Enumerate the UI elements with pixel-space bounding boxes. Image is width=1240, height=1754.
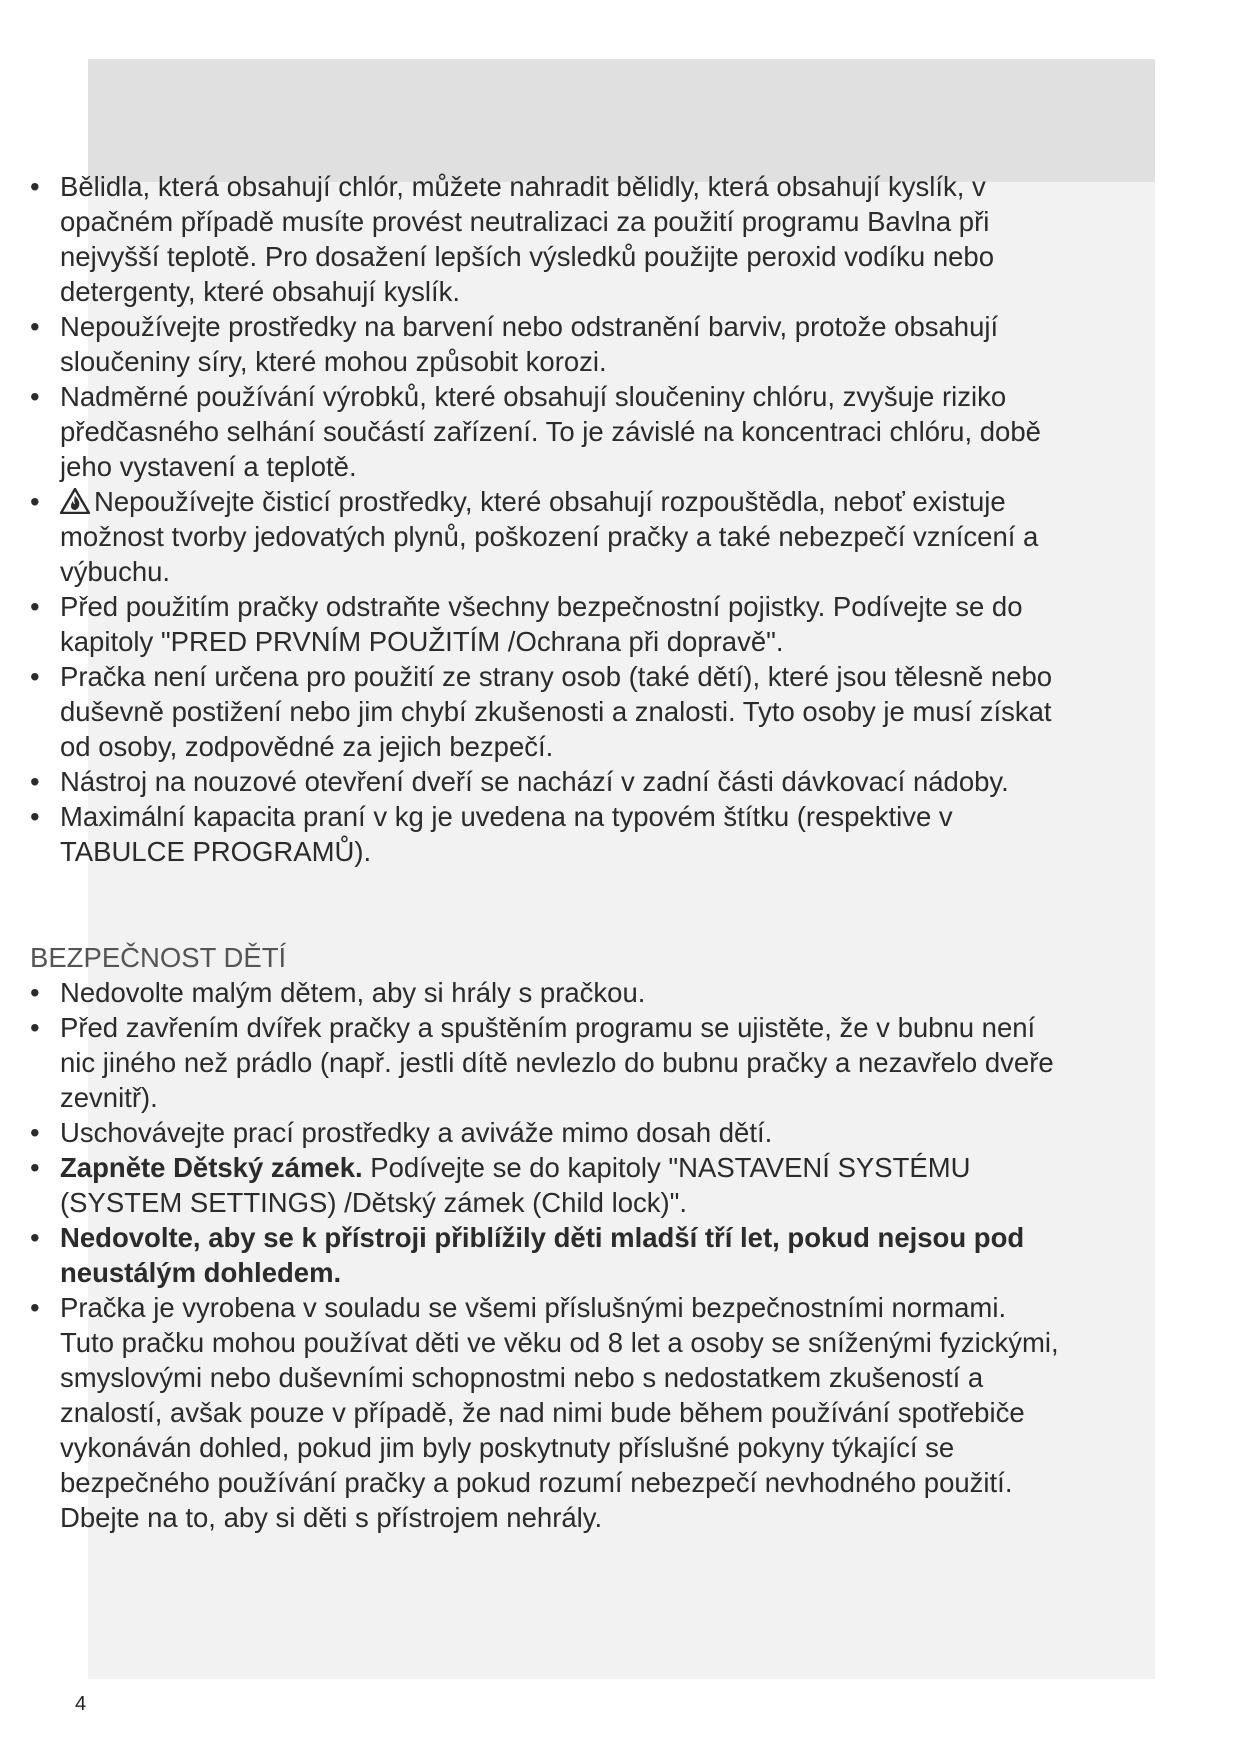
safety-list	[30, 169, 1060, 869]
list-item: • Před zavřením dvířek pračky a spuštěním programu se ujistěte, že v bubnu není nic jiného než prádlo (např. jestli dítě nevlezlo do bubnu pračky a nezavřelo dveře zevnitř).	[30, 1010, 1060, 1115]
list-item: • Bělidla, která obsahují chlór, můžete nahradit bělidly, která obsahují kyslík, v opačném případě musíte provést neutralizaci za použití programu Bavlna při nejvyšší teplotě. Pro dosažení lepších výsledků použijte peroxid vodíku nebo detergenty, které obsahují kyslík.	[30, 169, 1060, 309]
document-content	[30, 169, 1060, 1535]
list-item: • Nadměrné používání výrobků, které obsahují sloučeniny chlóru, zvyšuje riziko předčasného selhání součástí zařízení. To je závislé na koncentraci chlóru, době jeho vystavení a teplotě.	[30, 379, 1060, 484]
section-spacer	[30, 869, 1060, 940]
list-item: • Nástroj na nouzové otevření dveří se nachází v zadní části dávkovací nádoby.	[30, 764, 1060, 799]
list-item: • Před použitím pračky odstraňte všechny bezpečnostní pojistky. Podívejte se do kapitoly "PRED PRVNÍM POUŽITÍM /Ochrana při dopravě".	[30, 589, 1060, 659]
list-item: • Nedovolte malým dětem, aby si hrály s pračkou.	[30, 975, 1060, 1010]
list-item: • Pračka je vyrobena v souladu se všemi příslušnými bezpečnostními normami. Tuto pračku mohou používat děti ve věku od 8 let a osoby se sníženými fyzickými, smyslovými nebo duševními schopnostmi nebo s nedostatkem zkušeností a znalostí, avšak pouze v případě, že nad nimi bude během používání spotřebiče vykonáván dohled, pokud jim byly poskytnuty příslušné pokyny týkající se bezpečného používání pračky a pokud rozumí nebezpečí nevhodného použití. Dbejte na to, aby si děti s přístrojem nehrály.	[30, 1290, 1060, 1535]
fire-warning-icon	[60, 488, 90, 514]
child-safety-list	[30, 975, 1060, 1535]
list-item: • Zapněte Dětský zámek. Podívejte se do kapitoly "NASTAVENÍ SYSTÉMU (SYSTEM SETTINGS) /Dětský zámek (Child lock)".	[30, 1150, 1060, 1220]
section-title: BEZPEČNOST DĚTÍ	[30, 942, 287, 973]
list-item: • Uschovávejte prací prostředky a aviváže mimo dosah dětí.	[30, 1115, 1060, 1150]
page-number: 4	[75, 1693, 87, 1715]
list-item: • Nepoužívejte prostředky na barvení nebo odstranění barviv, protože obsahují sloučeniny síry, které mohou způsobit korozi.	[30, 309, 1060, 379]
list-item: • Maximální kapacita praní v kg je uvedena na typovém štítku (respektive v TABULCE PROGRAMŮ).	[30, 799, 1060, 869]
list-item: • Nedovolte, aby se k přístroji přiblížily děti mladší tří let, pokud nejsou pod neustálým dohledem.	[30, 1220, 1060, 1290]
list-item: • Nepoužívejte čisticí prostředky, které obsahují rozpouštědla, neboť existuje možnost tvorby jedovatých plynů, poškození pračky a také nebezpečí vznícení a výbuchu.	[30, 484, 1060, 589]
header-band	[88, 59, 1155, 182]
list-item: • Pračka není určena pro použití ze strany osob (také dětí), které jsou tělesně nebo duševně postižení nebo jim chybí zkušenosti a znalosti. Tyto osoby je musí získat od osoby, zodpovědné za jejich bezpečí.	[30, 659, 1060, 764]
